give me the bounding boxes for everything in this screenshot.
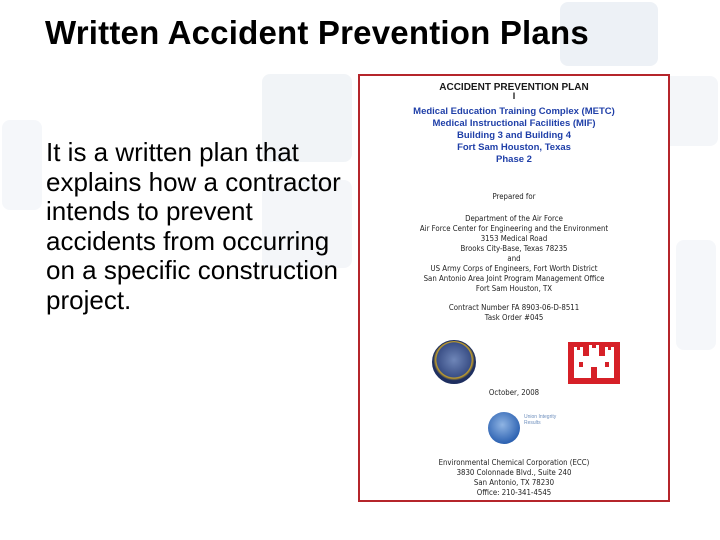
contract-line: Contract Number FA 8903-06-D-8511: [448, 303, 580, 312]
slide-body-text: It is a written plan that explains how a contractor intends to prevent accidents from occurring on a specific construction project.: [46, 137, 341, 315]
contractor-line: Environmental Chemical Corporation (ECC): [438, 458, 590, 467]
document-heading: ACCIDENT PREVENTION PLAN: [439, 82, 589, 93]
client-line: Fort Sam Houston, TX: [475, 284, 553, 293]
contractor-line: Office: 210-341-4545: [476, 488, 552, 497]
client-line: San Antonio Area Joint Program Management Office: [423, 274, 605, 283]
project-line: Medical Instructional Facilities (MIF): [432, 118, 596, 129]
client-line: and: [507, 254, 521, 263]
document-heading-mark: I: [512, 91, 516, 101]
contractor-line: 3830 Colonnade Blvd., Suite 240: [456, 468, 572, 477]
client-line: Brooks City-Base, Texas 78235: [460, 244, 568, 253]
ecc-logo-caption: Union Integrity Results: [524, 414, 557, 426]
ecc-logo-icon: [488, 412, 520, 444]
project-line: Medical Education Training Complex (METC): [413, 106, 615, 117]
air-force-seal-icon: [432, 340, 476, 384]
army-corps-castle-icon: [568, 342, 620, 384]
client-line: Air Force Center for Engineering and the Environment: [419, 224, 609, 233]
document-date: October, 2008: [488, 388, 540, 397]
client-line: US Army Corps of Engineers, Fort Worth District: [430, 264, 598, 273]
document-cover-image: [358, 74, 670, 502]
project-line: Fort Sam Houston, Texas: [457, 142, 571, 153]
contractor-line: San Antonio, TX 78230: [473, 478, 555, 487]
prepared-for-label: Prepared for: [492, 192, 536, 201]
client-line: Department of the Air Force: [465, 214, 563, 223]
background-tile: [676, 240, 716, 350]
project-line: Phase 2: [496, 154, 532, 165]
slide-title: Written Accident Prevention Plans: [45, 14, 589, 51]
contract-line: Task Order #045: [484, 313, 544, 322]
background-tile: [2, 120, 42, 210]
client-line: 3153 Medical Road: [480, 234, 548, 243]
project-line: Building 3 and Building 4: [457, 130, 571, 141]
